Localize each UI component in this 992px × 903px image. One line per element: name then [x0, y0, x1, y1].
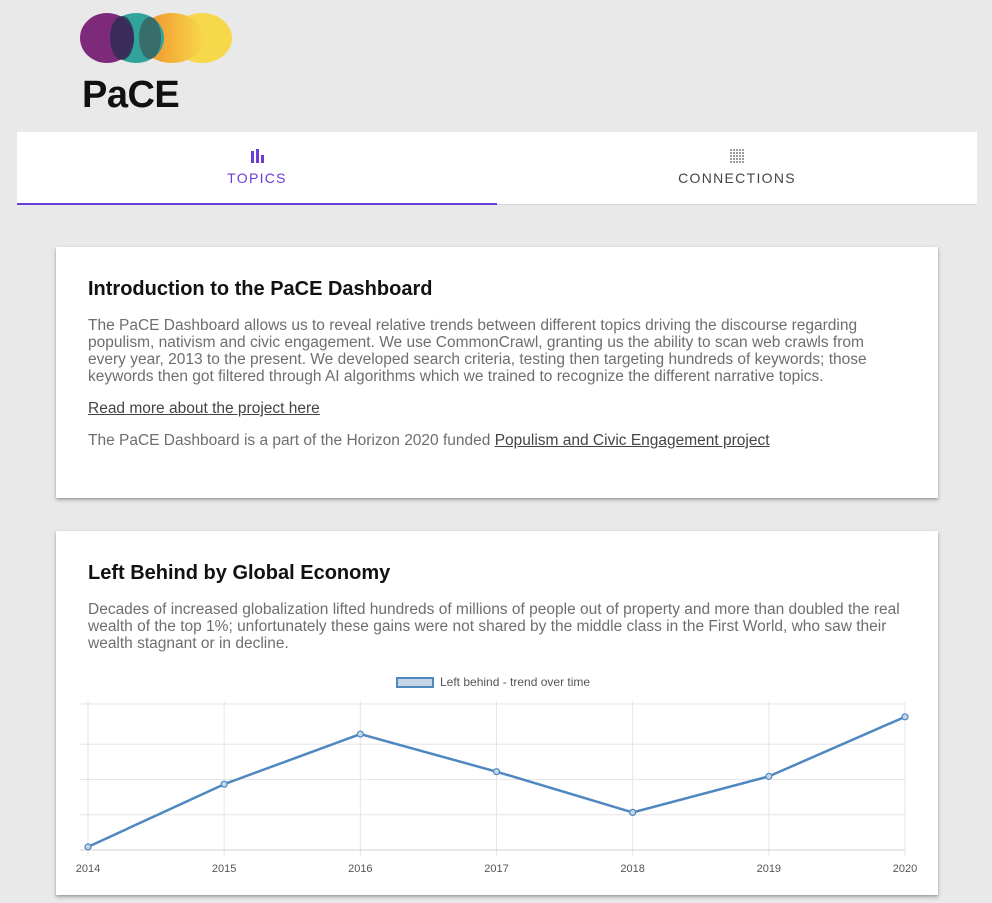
funded-text: The PaCE Dashboard is a part of the Horizon 2020 funded	[88, 432, 495, 449]
data-point	[494, 769, 500, 775]
data-point	[766, 773, 772, 779]
tab-connections-label: CONNECTIONS	[678, 170, 796, 186]
pace-logo[interactable]	[80, 10, 240, 116]
x-tick-label: 2016	[348, 863, 373, 875]
data-point	[630, 809, 636, 815]
x-tick-label: 2017	[484, 863, 509, 875]
trend-chart-svg	[56, 671, 938, 895]
logo-wordmark: PaCE	[82, 74, 180, 116]
intro-card	[56, 247, 938, 498]
pace-logo-icon	[80, 10, 240, 70]
topic-card	[56, 531, 938, 895]
data-point	[221, 781, 227, 787]
read-more-paragraph	[88, 400, 906, 417]
x-tick-label: 2014	[75, 863, 101, 875]
tab-connections[interactable]	[497, 132, 977, 204]
tab-topics[interactable]	[17, 132, 497, 204]
data-point	[902, 714, 908, 720]
x-tick-label: 2015	[211, 863, 237, 875]
tab-bar	[17, 132, 977, 205]
chart-legend[interactable]	[396, 675, 590, 689]
read-more-link[interactable]: Read more about the project here	[88, 400, 320, 417]
topic-description: Decades of increased globalization lifted hundreds of millions of people out of property and more than doubled the real wealth of the top 1%; unfortunately these gains were not shared by the middle class in the First World, who saw their wealth stagnant or in decline.	[88, 601, 900, 652]
intro-body: The PaCE Dashboard allows us to reveal relative trends between different topics driving the discourse regarding populism, nativism and civic engagement. We use CommonCrawl, granting us the ability to scan web crawls from every year, 2013 to the present. We developed search criteria, testing then targeting hundreds of keywords; those keywords then got filtered through AI algorithms which we trained to recognize the different narrative topics.	[88, 317, 867, 385]
x-tick-label: 2020	[892, 863, 918, 875]
x-tick-label: 2019	[756, 863, 782, 875]
topic-title: Left Behind by Global Economy	[88, 562, 391, 584]
legend-swatch	[396, 677, 434, 688]
bar-chart-icon	[249, 149, 265, 163]
project-link[interactable]: Populism and Civic Engagement project	[494, 432, 770, 449]
x-tick-label: 2018	[620, 863, 645, 875]
data-point	[85, 844, 91, 850]
intro-title: Introduction to the PaCE Dashboard	[88, 278, 433, 300]
tab-topics-label: TOPICS	[227, 170, 287, 186]
trend-chart	[56, 671, 938, 895]
dot-grid-icon	[729, 149, 745, 163]
legend-label: Left behind - trend over time	[440, 675, 591, 689]
funded-paragraph	[88, 432, 906, 449]
data-point	[357, 731, 363, 737]
